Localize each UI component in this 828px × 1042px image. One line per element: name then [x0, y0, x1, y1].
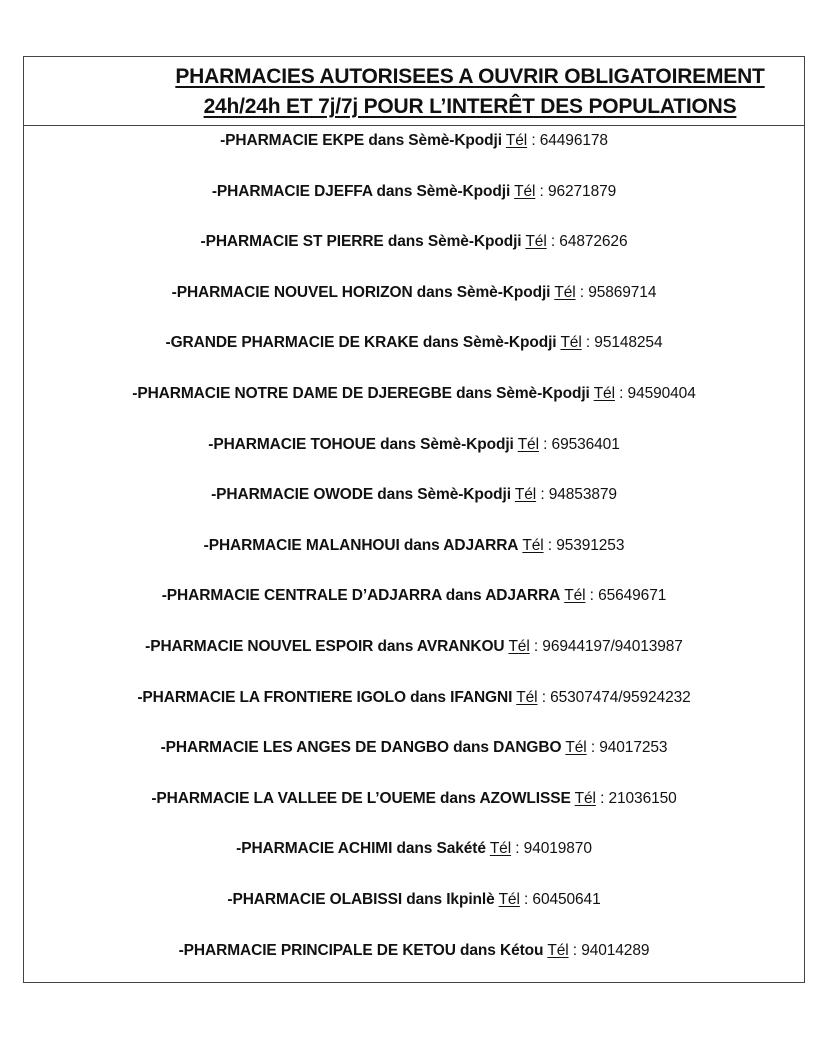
- title-line-2: 24h/24h ET 7j/7j POUR L’INTERÊT DES POPULATIONS: [203, 95, 737, 118]
- pharmacy-row: [24, 284, 804, 302]
- pharmacy-name: -PHARMACIE OLABISSI dans Ikpinlè: [227, 891, 495, 908]
- document-frame: [23, 56, 805, 983]
- pharmacy-phone: 60450641: [532, 891, 601, 908]
- pharmacy-phone: 95148254: [594, 334, 663, 352]
- pharmacy-row: [24, 183, 804, 201]
- phone-separator: :: [546, 233, 560, 251]
- pharmacy-phone: 96271879: [547, 182, 617, 200]
- pharmacy-name: -PHARMACIE TOHOUE dans Sèmè-Kpodji: [208, 435, 514, 453]
- pharmacy-phone: 94017253: [599, 739, 668, 757]
- pharmacy-row: [24, 790, 804, 808]
- tel-label: Tél: [514, 486, 537, 504]
- phone-separator: :: [538, 435, 552, 453]
- pharmacy-phone: 94014289: [581, 941, 650, 959]
- pharmacy-phone: 21036150: [608, 789, 677, 807]
- tel-label: Tél: [564, 587, 586, 605]
- tel-label: Tél: [489, 840, 512, 858]
- pharmacy-row: [24, 689, 804, 707]
- pharmacy-name: -PHARMACIE LES ANGES DE DANGBO dans DANGBO: [160, 739, 562, 757]
- pharmacy-phone: 65649671: [598, 587, 667, 605]
- tel-label: Tél: [522, 536, 544, 554]
- pharmacy-name: -GRANDE PHARMACIE DE KRAKE dans Sèmè-Kpodji: [165, 334, 557, 352]
- phone-separator: :: [595, 789, 609, 807]
- title-line-1: PHARMACIES AUTORISEES A OUVRIR OBLIGATOIREMENT: [175, 65, 765, 88]
- pharmacy-phone: 96944197/94013987: [542, 638, 683, 655]
- pharmacy-name: -PHARMACIE MALANHOUI dans ADJARRA: [203, 536, 519, 554]
- pharmacy-row: [24, 486, 804, 504]
- pharmacy-name: -PHARMACIE DJEFFA dans Sèmè-Kpodji: [211, 182, 511, 200]
- pharmacy-phone: 65307474/95924232: [550, 688, 691, 706]
- phone-separator: :: [529, 638, 543, 655]
- pharmacy-phone: 94853879: [548, 486, 617, 504]
- pharmacy-phone: 94019870: [523, 840, 592, 858]
- tel-label: Tél: [560, 334, 582, 352]
- document-header: [24, 57, 804, 126]
- pharmacy-row: [24, 385, 804, 403]
- phone-separator: :: [511, 840, 524, 858]
- tel-label: Tél: [574, 789, 596, 807]
- pharmacy-phone: 69536401: [551, 435, 620, 453]
- pharmacy-row: [24, 739, 804, 757]
- phone-separator: :: [537, 688, 551, 706]
- phone-separator: :: [586, 739, 600, 757]
- phone-separator: :: [535, 182, 548, 200]
- pharmacy-row: [24, 537, 804, 555]
- tel-label: Tél: [508, 638, 530, 655]
- pharmacy-row: [24, 233, 804, 251]
- phone-separator: :: [581, 334, 595, 352]
- pharmacy-name: -PHARMACIE LA VALLEE DE L’OUEME dans AZOWLISSE: [151, 789, 571, 807]
- phone-separator: :: [536, 486, 549, 504]
- pharmacy-phone: 64872626: [559, 233, 628, 251]
- pharmacy-row: [24, 334, 804, 352]
- tel-label: Tél: [547, 941, 569, 959]
- pharmacy-phone: 95391253: [556, 536, 625, 554]
- tel-label: Tél: [593, 385, 615, 402]
- pharmacy-name: -PHARMACIE NOUVEL HORIZON dans Sèmè-Kpodji: [171, 283, 551, 301]
- pharmacy-name: -PHARMACIE ACHIMI dans Sakété: [236, 840, 486, 858]
- phone-separator: :: [527, 132, 540, 149]
- phone-separator: :: [614, 385, 628, 402]
- pharmacy-name: -PHARMACIE EKPE dans Sèmè-Kpodji: [220, 132, 502, 149]
- pharmacy-phone: 64496178: [539, 132, 608, 149]
- phone-separator: :: [585, 587, 599, 605]
- pharmacy-name: -PHARMACIE PRINCIPALE DE KETOU dans Kétou: [178, 941, 544, 959]
- pharmacy-row: [24, 587, 804, 605]
- tel-label: Tél: [516, 688, 538, 706]
- tel-label: Tél: [517, 435, 539, 453]
- pharmacy-row: [24, 891, 804, 909]
- pharmacy-phone: 94590404: [627, 385, 696, 402]
- tel-label: Tél: [525, 233, 547, 251]
- tel-label: Tél: [505, 132, 528, 149]
- phone-separator: :: [519, 891, 533, 908]
- tel-label: Tél: [565, 739, 587, 757]
- tel-label: Tél: [514, 182, 536, 200]
- tel-label: Tél: [554, 283, 576, 301]
- pharmacy-row: [24, 436, 804, 454]
- pharmacy-name: -PHARMACIE CENTRALE D’ADJARRA dans ADJARRA: [161, 587, 561, 605]
- pharmacy-row: [24, 942, 804, 960]
- phone-separator: :: [543, 536, 557, 554]
- pharmacy-row: [24, 840, 804, 858]
- pharmacy-row: [24, 638, 804, 656]
- pharmacy-name: -PHARMACIE OWODE dans Sèmè-Kpodji: [211, 486, 511, 504]
- pharmacy-row: [24, 132, 804, 150]
- pharmacy-name: -PHARMACIE NOTRE DAME DE DJEREGBE dans Sèmè-Kpodji: [132, 385, 590, 402]
- phone-separator: :: [568, 941, 582, 959]
- pharmacy-name: -PHARMACIE NOUVEL ESPOIR dans AVRANKOU: [145, 638, 505, 655]
- pharmacy-name: -PHARMACIE ST PIERRE dans Sèmè-Kpodji: [200, 233, 522, 251]
- pharmacy-phone: 95869714: [588, 283, 657, 301]
- pharmacy-name: -PHARMACIE LA FRONTIERE IGOLO dans IFANGNI: [137, 688, 513, 706]
- phone-separator: :: [575, 283, 589, 301]
- tel-label: Tél: [498, 891, 520, 908]
